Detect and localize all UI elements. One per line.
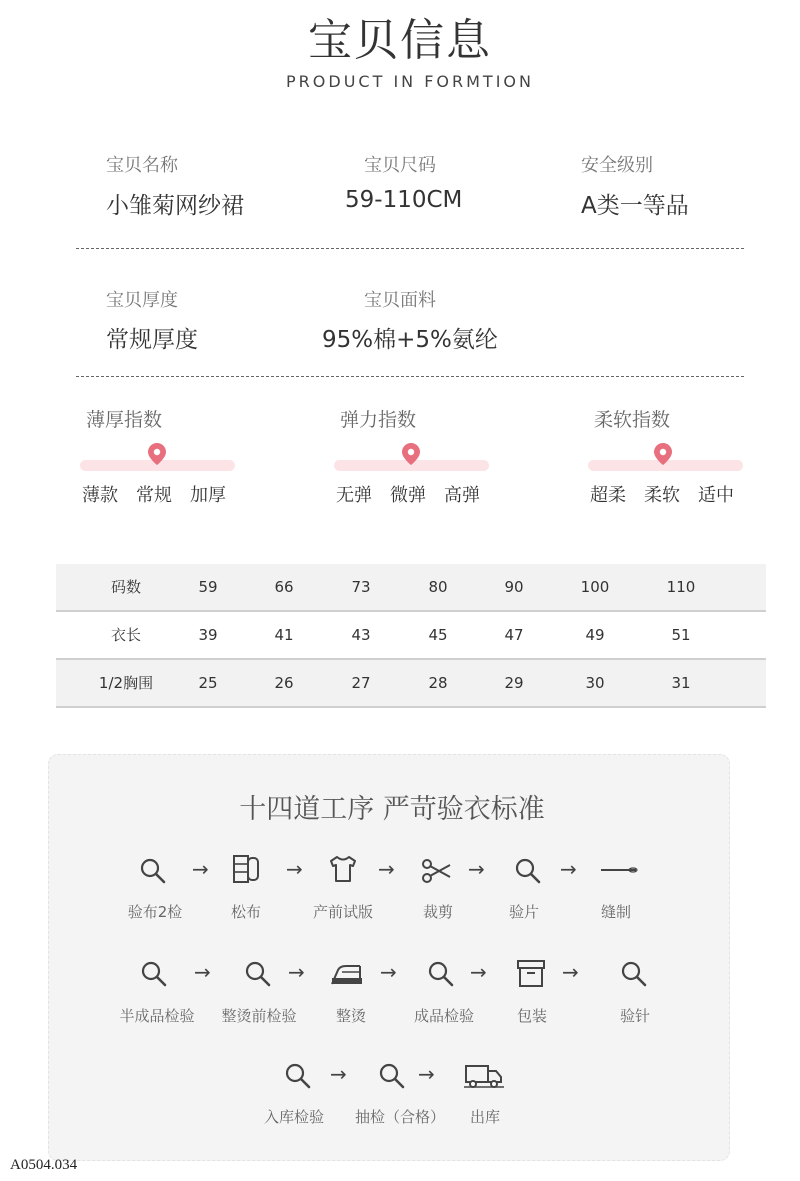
process-step-label: 出库 <box>469 1108 500 1126</box>
index-option: 适中 <box>698 485 734 506</box>
arrow-icon: → <box>470 960 487 984</box>
table-cell: 43 <box>351 626 371 644</box>
scissors-icon <box>420 855 452 887</box>
table-row-label: 衣长 <box>110 626 141 644</box>
index-option: 常规 <box>136 485 172 506</box>
location-pin-icon <box>148 443 166 465</box>
magnifier-icon <box>618 958 650 990</box>
arrow-icon: → <box>286 857 303 881</box>
fabric-roll-icon <box>230 853 262 885</box>
truck-icon <box>464 1060 504 1090</box>
process-step-label: 入库检验 <box>263 1108 324 1126</box>
magnifier-icon <box>512 855 544 887</box>
process-step-label: 松布 <box>230 903 261 921</box>
arrow-icon: → <box>560 857 577 881</box>
table-row <box>56 564 766 612</box>
table-row-label: 码数 <box>110 578 141 596</box>
process-step-label: 验布2检 <box>127 903 183 921</box>
table-cell: 25 <box>198 674 218 692</box>
arrow-icon: → <box>378 857 395 881</box>
thickness-value: 常规厚度 <box>106 327 198 353</box>
table-cell: 110 <box>666 578 696 596</box>
magnifier-icon <box>282 1060 314 1092</box>
safety-level-value: A类一等品 <box>581 193 689 219</box>
product-size-label: 宝贝尺码 <box>364 155 436 176</box>
magnifier-icon <box>138 958 170 990</box>
needle-icon <box>600 864 640 876</box>
table-cell: 90 <box>504 578 524 596</box>
table-cell: 41 <box>274 626 294 644</box>
process-step-label: 整烫 <box>335 1007 366 1025</box>
index-option: 柔软 <box>644 485 680 506</box>
process-step-label: 成品检验 <box>413 1007 474 1025</box>
fabric-label: 宝贝面料 <box>364 290 436 311</box>
softness-index <box>588 405 748 505</box>
table-cell: 45 <box>428 626 448 644</box>
table-cell: 100 <box>580 578 610 596</box>
process-step-label: 半成品检验 <box>119 1007 195 1025</box>
process-title: 十四道工序 严苛验衣标准 <box>239 794 545 825</box>
index-options <box>336 481 506 507</box>
divider <box>76 248 744 249</box>
arrow-icon: → <box>418 1062 435 1086</box>
product-name-label: 宝贝名称 <box>106 155 178 176</box>
index-option: 超柔 <box>590 485 626 506</box>
arrow-icon: → <box>194 960 211 984</box>
box-icon <box>515 957 547 989</box>
index-option: 无弹 <box>336 485 372 506</box>
fabric-value: 95%棉+5%氨纶 <box>322 327 498 353</box>
index-option: 薄款 <box>82 485 118 506</box>
arrow-icon: → <box>468 857 485 881</box>
index-options <box>82 481 252 507</box>
thickness-index <box>80 405 240 505</box>
location-pin-icon <box>654 443 672 465</box>
process-step-label: 裁剪 <box>422 903 453 921</box>
table-cell: 80 <box>428 578 448 596</box>
process-step-label: 整烫前检验 <box>221 1007 297 1025</box>
process-step-label: 验片 <box>508 903 539 921</box>
index-title: 薄厚指数 <box>86 409 163 431</box>
magnifier-icon <box>242 958 274 990</box>
table-cell: 66 <box>274 578 294 596</box>
product-name-value: 小雏菊网纱裙 <box>106 193 244 219</box>
location-pin-icon <box>402 443 420 465</box>
index-option: 加厚 <box>190 485 226 506</box>
table-cell: 39 <box>198 626 218 644</box>
page-title: 宝贝信息 <box>308 15 492 66</box>
elasticity-index <box>334 405 494 505</box>
divider <box>76 376 744 377</box>
table-cell: 26 <box>274 674 294 692</box>
magnifier-icon <box>376 1060 408 1092</box>
tshirt-icon <box>327 853 359 885</box>
index-option: 高弹 <box>444 485 480 506</box>
table-cell: 47 <box>504 626 524 644</box>
table-row <box>56 660 766 708</box>
table-cell: 28 <box>428 674 448 692</box>
table-cell: 59 <box>198 578 218 596</box>
iron-icon <box>330 960 368 988</box>
magnifier-icon <box>425 958 457 990</box>
product-code: A0504.034 <box>10 1157 78 1173</box>
table-cell: 51 <box>671 626 691 644</box>
arrow-icon: → <box>330 1062 347 1086</box>
process-step-label: 缝制 <box>600 903 631 921</box>
index-options <box>590 481 760 507</box>
index-option: 微弹 <box>390 485 426 506</box>
magnifier-icon <box>137 855 169 887</box>
table-cell: 27 <box>351 674 371 692</box>
process-step-label: 产前试版 <box>312 903 373 921</box>
page-subtitle: PRODUCT IN FORMTION <box>286 72 534 91</box>
process-step-label: 验针 <box>619 1007 650 1025</box>
index-title: 柔软指数 <box>594 409 671 431</box>
thickness-label: 宝贝厚度 <box>106 290 178 311</box>
table-row-label: 1/2胸围 <box>98 674 154 692</box>
safety-level-label: 安全级别 <box>581 155 653 176</box>
table-row <box>56 612 766 660</box>
size-table <box>56 564 766 708</box>
table-cell: 49 <box>585 626 605 644</box>
table-cell: 31 <box>671 674 691 692</box>
table-cell: 30 <box>585 674 605 692</box>
table-cell: 73 <box>351 578 371 596</box>
table-cell: 29 <box>504 674 524 692</box>
product-size-value: 59-110CM <box>345 187 463 213</box>
arrow-icon: → <box>288 960 305 984</box>
arrow-icon: → <box>192 857 209 881</box>
arrow-icon: → <box>380 960 397 984</box>
process-step-label: 抽检（合格） <box>354 1108 445 1126</box>
index-title: 弹力指数 <box>340 409 417 431</box>
process-step-label: 包装 <box>516 1007 547 1025</box>
arrow-icon: → <box>562 960 579 984</box>
